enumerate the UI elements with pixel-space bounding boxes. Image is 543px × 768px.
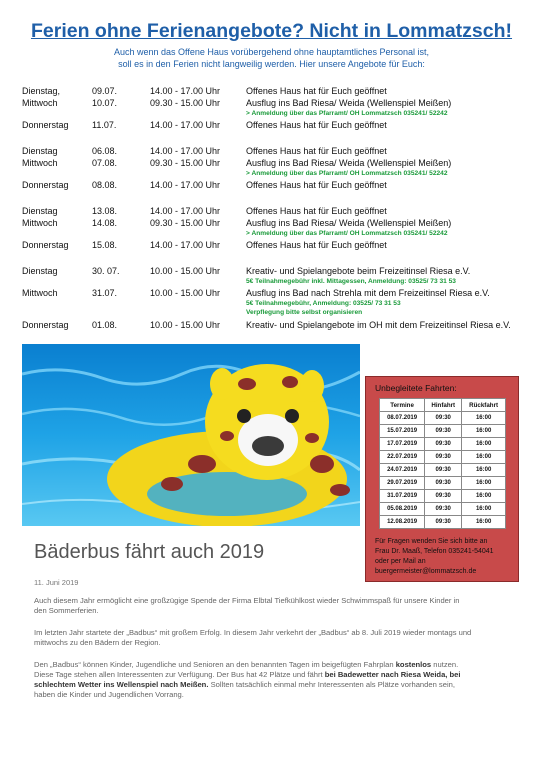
- panel-contact: [375, 537, 515, 577]
- schedule-row: [0, 157, 543, 169]
- intro-line: Auch wenn das Offene Haus vorübergehend ohne hauptamtliches Personal ist,: [113, 47, 430, 57]
- schedule-desc: Offenes Haus hat für Euch geöffnet: [246, 86, 387, 96]
- schedule-time: 09.30 - 15.00 Uhr: [150, 158, 221, 168]
- schedule-day: Donnerstag: [22, 320, 69, 330]
- pool-giraffe-illustration: [22, 344, 360, 526]
- schedule-day: Donnerstag: [22, 120, 69, 130]
- contact-line: oder per Mail an: [375, 558, 426, 565]
- ride-outbound: 09:30: [425, 438, 462, 451]
- ride-return: 16:00: [462, 425, 506, 438]
- ride-date: 08.07.2019: [380, 412, 425, 425]
- article-paragraph: [34, 660, 474, 700]
- schedule-date: 01.08.: [92, 320, 118, 330]
- schedule-date: 31.07.: [92, 288, 118, 298]
- schedule-desc: Offenes Haus hat für Euch geöffnet: [246, 180, 387, 190]
- schedule-desc: Ausflug ins Bad Riesa/ Weida (Wellenspiel Meißen): [246, 158, 452, 168]
- schedule-date: 07.08.: [92, 158, 118, 168]
- schedule-day: Dienstag: [22, 266, 58, 276]
- article-paragraph: Im letzten Jahr startete der „Badbus“ mit großem Erfolg. In diesem Jahr verkehrt der „Badbus“ ab 8. Juli 2019 wieder montags und mittwochs zu den Bädern der Region.: [34, 628, 472, 647]
- schedule-date: 08.08.: [92, 180, 118, 190]
- ride-outbound: 09:30: [425, 425, 462, 438]
- schedule-time: 14.00 - 17.00 Uhr: [150, 146, 221, 156]
- schedule-date: 14.08.: [92, 218, 118, 228]
- contact-line: Frau Dr. Maaß, Telefon 035241-54041: [375, 548, 494, 555]
- ride-date: 12.08.2019: [380, 516, 425, 529]
- column-header: Hinfahrt: [425, 399, 462, 412]
- ride-outbound: 09:30: [425, 516, 462, 529]
- ride-return: 16:00: [462, 490, 506, 503]
- schedule-day: Mittwoch: [22, 158, 58, 168]
- ride-date: 15.07.2019: [380, 425, 425, 438]
- schedule-row: [0, 287, 543, 299]
- ride-return: 16:00: [462, 438, 506, 451]
- paragraph-emphasis: bei Badewetter nach Riesa Weida, bei schlechtem Wetter ins Wellenspiel nach Meißen.: [34, 670, 461, 689]
- ride-outbound: 09:30: [425, 503, 462, 516]
- ride-date: 24.07.2019: [380, 464, 425, 477]
- paragraph-text: nutzen. Diese Tage stehen allen Interessenten zur Verfügung. Der Bus hat 42 Plätze und fährt: [34, 660, 459, 679]
- schedule-desc: Ausflug ins Bad nach Strehla mit dem Freizeitinsel Riesa e.V.: [246, 288, 490, 298]
- schedule-date: 09.07.: [92, 86, 118, 96]
- schedule-row: [0, 319, 543, 331]
- schedule-row: [0, 97, 543, 109]
- schedule-time: 14.00 - 17.00 Uhr: [150, 180, 221, 190]
- ride-outbound: 09:30: [425, 490, 462, 503]
- fee-note: 5€ Teilnahmegebühr inkl. Mittagessen, Anmeldung: 03525/ 73 31 53: [246, 278, 456, 285]
- registration-note: > Anmeldung über das Pfarramt/ OH Lommatzsch 035241/ 52242: [246, 110, 448, 117]
- contact-line: Für Fragen wenden Sie sich bitte an: [375, 538, 488, 545]
- ride-date: 31.07.2019: [380, 490, 425, 503]
- table-row: [380, 425, 506, 438]
- ride-return: 16:00: [462, 516, 506, 529]
- table-row: [380, 438, 506, 451]
- registration-note: > Anmeldung über das Pfarramt/ OH Lommatzsch 035241/ 52242: [246, 170, 448, 177]
- ride-timetable: [379, 398, 506, 529]
- schedule-time: 14.00 - 17.00 Uhr: [150, 120, 221, 130]
- registration-note: > Anmeldung über das Pfarramt/ OH Lommatzsch 035241/ 52242: [246, 230, 448, 237]
- contact-email[interactable]: buergermeister@lommatzsch.de: [375, 568, 477, 575]
- schedule-desc: Kreativ- und Spielangebote beim Freizeitinsel Riesa e.V.: [246, 266, 471, 276]
- schedule-row: [0, 145, 543, 157]
- schedule-day: Donnerstag: [22, 240, 69, 250]
- table-row: [380, 464, 506, 477]
- schedule-day: Dienstag,: [22, 86, 61, 96]
- table-row: [380, 490, 506, 503]
- schedule-time: 14.00 - 17.00 Uhr: [150, 86, 221, 96]
- ride-return: 16:00: [462, 412, 506, 425]
- schedule-date: 06.08.: [92, 146, 118, 156]
- panel-title: Unbegleitete Fahrten:: [375, 383, 457, 393]
- schedule-desc: Offenes Haus hat für Euch geöffnet: [246, 146, 387, 156]
- ride-return: 16:00: [462, 503, 506, 516]
- column-header: Termine: [380, 399, 425, 412]
- ride-outbound: 09:30: [425, 451, 462, 464]
- ride-return: 16:00: [462, 451, 506, 464]
- schedule-date: 11.07.: [92, 120, 117, 130]
- fee-note: 5€ Teilnahmegebühr, Anmeldung: 03525/ 73 31 53: [246, 300, 401, 307]
- table-row: [380, 451, 506, 464]
- table-row: [380, 516, 506, 529]
- schedule-desc: Ausflug ins Bad Riesa/ Weida (Wellenspiel Meißen): [246, 218, 452, 228]
- schedule-date: 10.07.: [92, 98, 118, 108]
- intro-line: soll es in den Ferien nicht langweilig werden. Hier unsere Angebote für Euch:: [118, 59, 425, 69]
- schedule-desc: Ausflug ins Bad Riesa/ Weida (Wellenspiel Meißen): [246, 98, 452, 108]
- ride-date: 05.08.2019: [380, 503, 425, 516]
- schedule-day: Mittwoch: [22, 98, 58, 108]
- pool-giraffe-photo: [22, 344, 360, 526]
- schedule-time: 09.30 - 15.00 Uhr: [150, 218, 221, 228]
- ride-return: 16:00: [462, 477, 506, 490]
- ride-outbound: 09:30: [425, 464, 462, 477]
- schedule-day: Mittwoch: [22, 218, 58, 228]
- ride-outbound: 09:30: [425, 412, 462, 425]
- schedule-desc: Offenes Haus hat für Euch geöffnet: [246, 240, 387, 250]
- article-date: 11. Juni 2019: [34, 578, 79, 587]
- ride-return: 16:00: [462, 464, 506, 477]
- ride-outbound: 09:30: [425, 477, 462, 490]
- schedule-row: [0, 179, 543, 191]
- schedule-date: 15.08.: [92, 240, 118, 250]
- paragraph-text: Den „Badbus“ können Kinder, Jugendliche und Senioren an den benannten Tagen im beigefügten Fahrplan: [34, 660, 394, 669]
- schedule-row: [0, 239, 543, 251]
- schedule-time: 10.00 - 15.00 Uhr: [150, 320, 221, 330]
- schedule-day: Mittwoch: [22, 288, 58, 298]
- schedule-row: [0, 217, 543, 229]
- schedule-time: 10.00 - 15.00 Uhr: [150, 288, 221, 298]
- schedule-date: 13.08.: [92, 206, 118, 216]
- page-title: Ferien ohne Ferienangebote? Nicht in Lommatzsch!: [30, 20, 513, 42]
- schedule-time: 09.30 - 15.00 Uhr: [150, 98, 221, 108]
- ride-date: 22.07.2019: [380, 451, 425, 464]
- schedule-time: 14.00 - 17.00 Uhr: [150, 206, 221, 216]
- catering-note: Verpflegung bitte selbst organisieren: [246, 309, 363, 316]
- article-title: Bäderbus fährt auch 2019: [34, 541, 265, 563]
- table-row: [380, 477, 506, 490]
- schedule-day: Donnerstag: [22, 180, 69, 190]
- table-row: [380, 503, 506, 516]
- table-row: [380, 412, 506, 425]
- schedule: [0, 0, 543, 340]
- schedule-desc: Kreativ- und Spielangebote im OH mit dem Freizeitinsel Riesa e.V.: [246, 320, 511, 330]
- article-paragraph: Auch diesem Jahr ermöglicht eine großzügige Spende der Firma Elbtal Tiefkühlkost wieder Schwimmspaß für unsere Kinder in den Sommerferien.: [34, 596, 460, 615]
- ride-date: 17.07.2019: [380, 438, 425, 451]
- schedule-day: Dienstag: [22, 206, 58, 216]
- schedule-desc: Offenes Haus hat für Euch geöffnet: [246, 120, 387, 130]
- paragraph-text: Sollten tatsächlich einmal mehr Interessenten als Plätze vorhanden sein, haben die Kinder und Jugendlichen Vorrang.: [34, 680, 455, 699]
- schedule-date: 30. 07.: [92, 266, 120, 276]
- schedule-row: [0, 205, 543, 217]
- schedule-row: [0, 119, 543, 131]
- schedule-row: [0, 265, 543, 277]
- schedule-desc: Offenes Haus hat für Euch geöffnet: [246, 206, 387, 216]
- unaccompanied-rides-panel: [365, 376, 519, 582]
- table-header-row: [380, 399, 506, 412]
- ride-date: 29.07.2019: [380, 477, 425, 490]
- schedule-time: 10.00 - 15.00 Uhr: [150, 266, 221, 276]
- schedule-row: [0, 85, 543, 97]
- column-header: Rückfahrt: [462, 399, 506, 412]
- paragraph-emphasis: kostenlos: [395, 660, 432, 669]
- schedule-day: Dienstag: [22, 146, 58, 156]
- schedule-time: 14.00 - 17.00 Uhr: [150, 240, 221, 250]
